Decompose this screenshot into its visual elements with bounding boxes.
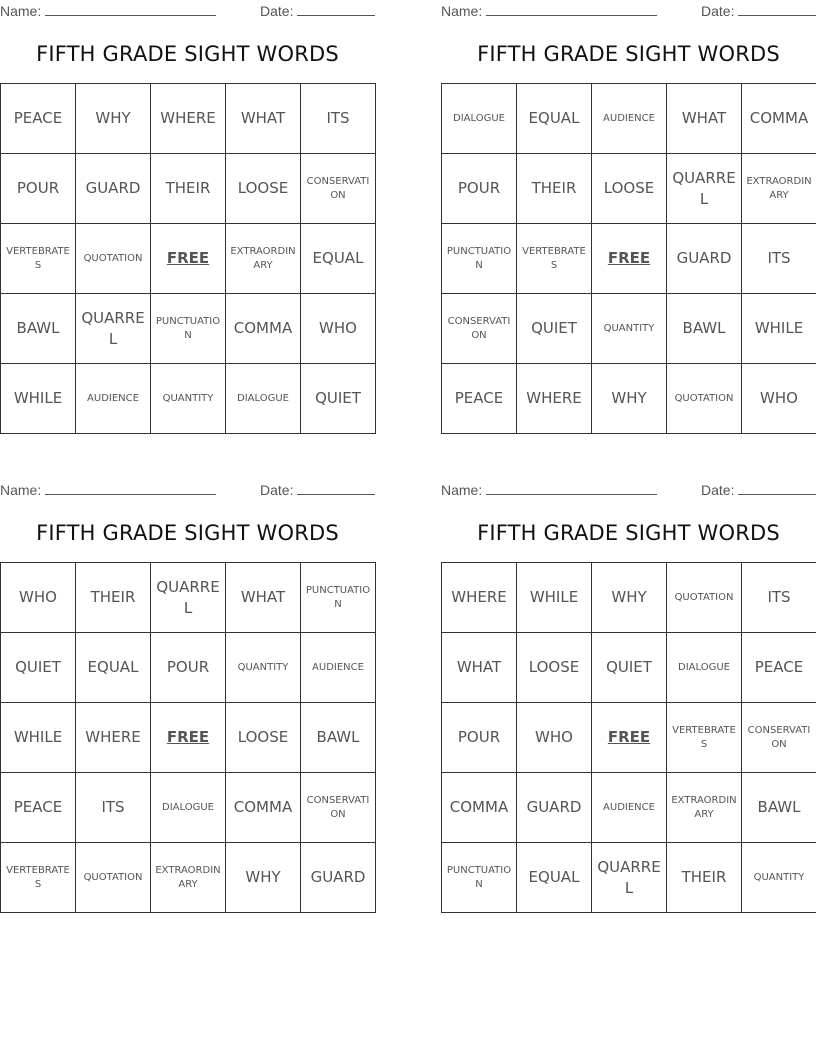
word-cell: ITS bbox=[742, 563, 816, 633]
bingo-card bbox=[441, 0, 816, 435]
grid-row bbox=[442, 843, 816, 913]
word-cell: LOOSE bbox=[226, 703, 301, 773]
word-cell: THEIR bbox=[76, 563, 151, 633]
word-cell: WHY bbox=[76, 84, 151, 154]
word-cell: EXTRAORDINARY bbox=[151, 843, 226, 913]
name-field bbox=[0, 2, 216, 19]
word-cell: BAWL bbox=[301, 703, 376, 773]
bingo-card bbox=[0, 0, 375, 435]
grid-row bbox=[442, 224, 816, 294]
word-cell: GUARD bbox=[76, 154, 151, 224]
bingo-grid bbox=[0, 83, 376, 434]
word-cell: COMMA bbox=[226, 294, 301, 364]
word-cell: PEACE bbox=[742, 633, 816, 703]
word-cell: WHILE bbox=[517, 563, 592, 633]
name-label: Name: bbox=[0, 3, 42, 19]
date-field bbox=[260, 2, 375, 19]
word-cell: VERTEBRATES bbox=[517, 224, 592, 294]
word-cell: BAWL bbox=[667, 294, 742, 364]
word-cell: PUNCTUATION bbox=[442, 843, 517, 913]
date-field bbox=[260, 481, 375, 498]
date-blank-line bbox=[297, 2, 375, 16]
card-header bbox=[441, 2, 816, 20]
word-cell: WHILE bbox=[742, 294, 816, 364]
card-header bbox=[441, 481, 816, 499]
name-label: Name: bbox=[441, 3, 483, 19]
word-cell: COMMA bbox=[742, 84, 816, 154]
bingo-card bbox=[0, 479, 375, 914]
word-cell: WHY bbox=[592, 563, 667, 633]
grid-row bbox=[1, 773, 376, 843]
card-header bbox=[0, 2, 375, 20]
word-cell: PUNCTUATION bbox=[301, 563, 376, 633]
name-blank-line bbox=[486, 481, 657, 495]
grid-row bbox=[1, 294, 376, 364]
word-cell: QUIET bbox=[1, 633, 76, 703]
word-cell: EQUAL bbox=[301, 224, 376, 294]
date-blank-line bbox=[738, 481, 816, 495]
word-cell: EXTRAORDINARY bbox=[226, 224, 301, 294]
word-cell: WHILE bbox=[1, 703, 76, 773]
grid-row bbox=[1, 154, 376, 224]
word-cell: POUR bbox=[151, 633, 226, 703]
word-cell: CONSERVATION bbox=[742, 703, 816, 773]
name-field bbox=[441, 481, 657, 498]
date-label: Date: bbox=[260, 3, 294, 19]
word-cell: THEIR bbox=[667, 843, 742, 913]
grid-row bbox=[442, 703, 816, 773]
word-cell: QUOTATION bbox=[76, 224, 151, 294]
word-cell: WHO bbox=[742, 364, 816, 434]
word-cell: LOOSE bbox=[517, 633, 592, 703]
word-cell: QUARREL bbox=[667, 154, 742, 224]
word-cell: POUR bbox=[442, 703, 517, 773]
word-cell: ITS bbox=[301, 84, 376, 154]
word-cell: PUNCTUATION bbox=[442, 224, 517, 294]
grid-row bbox=[442, 294, 816, 364]
word-cell: QUIET bbox=[592, 633, 667, 703]
date-label: Date: bbox=[701, 482, 735, 498]
grid-row bbox=[442, 563, 816, 633]
name-field bbox=[441, 2, 657, 19]
word-cell: AUDIENCE bbox=[592, 84, 667, 154]
word-cell: POUR bbox=[442, 154, 517, 224]
word-cell: QUANTITY bbox=[592, 294, 667, 364]
name-blank-line bbox=[486, 2, 657, 16]
word-cell: WHAT bbox=[442, 633, 517, 703]
word-cell: PUNCTUATION bbox=[151, 294, 226, 364]
date-field bbox=[701, 481, 816, 498]
name-label: Name: bbox=[0, 482, 42, 498]
word-cell: QUANTITY bbox=[226, 633, 301, 703]
grid-row bbox=[442, 633, 816, 703]
word-cell: BAWL bbox=[742, 773, 816, 843]
date-field bbox=[701, 2, 816, 19]
word-cell: ITS bbox=[76, 773, 151, 843]
word-cell: QUARREL bbox=[592, 843, 667, 913]
word-cell: POUR bbox=[1, 154, 76, 224]
word-cell: QUOTATION bbox=[76, 843, 151, 913]
free-space-cell: FREE bbox=[151, 703, 226, 773]
bingo-card bbox=[441, 479, 816, 914]
word-cell: WHO bbox=[1, 563, 76, 633]
card-title: FIFTH GRADE SIGHT WORDS bbox=[477, 521, 780, 545]
word-cell: WHAT bbox=[226, 84, 301, 154]
word-cell: VERTEBRATES bbox=[1, 843, 76, 913]
word-cell: WHERE bbox=[151, 84, 226, 154]
word-cell: WHILE bbox=[1, 364, 76, 434]
grid-row bbox=[1, 224, 376, 294]
card-title: FIFTH GRADE SIGHT WORDS bbox=[477, 42, 780, 66]
grid-row bbox=[1, 563, 376, 633]
word-cell: VERTEBRATES bbox=[667, 703, 742, 773]
name-label: Name: bbox=[441, 482, 483, 498]
word-cell: QUARREL bbox=[76, 294, 151, 364]
word-cell: WHO bbox=[301, 294, 376, 364]
word-cell: QUARREL bbox=[151, 563, 226, 633]
word-cell: PEACE bbox=[442, 364, 517, 434]
date-label: Date: bbox=[701, 3, 735, 19]
word-cell: QUOTATION bbox=[667, 563, 742, 633]
word-cell: QUANTITY bbox=[742, 843, 816, 913]
date-label: Date: bbox=[260, 482, 294, 498]
word-cell: DIALOGUE bbox=[667, 633, 742, 703]
word-cell: BAWL bbox=[1, 294, 76, 364]
grid-row bbox=[442, 364, 816, 434]
grid-row bbox=[1, 84, 376, 154]
word-cell: CONSERVATION bbox=[301, 773, 376, 843]
word-cell: COMMA bbox=[442, 773, 517, 843]
word-cell: WHERE bbox=[442, 563, 517, 633]
grid-row bbox=[1, 364, 376, 434]
name-blank-line bbox=[45, 481, 216, 495]
free-space-cell: FREE bbox=[592, 703, 667, 773]
word-cell: THEIR bbox=[517, 154, 592, 224]
word-cell: AUDIENCE bbox=[592, 773, 667, 843]
word-cell: WHAT bbox=[667, 84, 742, 154]
word-cell: QUANTITY bbox=[151, 364, 226, 434]
card-title: FIFTH GRADE SIGHT WORDS bbox=[36, 42, 339, 66]
word-cell: LOOSE bbox=[226, 154, 301, 224]
bingo-grid bbox=[0, 562, 376, 913]
word-cell: DIALOGUE bbox=[226, 364, 301, 434]
word-cell: WHY bbox=[592, 364, 667, 434]
word-cell: DIALOGUE bbox=[151, 773, 226, 843]
word-cell: CONSERVATION bbox=[301, 154, 376, 224]
word-cell: PEACE bbox=[1, 773, 76, 843]
word-cell: LOOSE bbox=[592, 154, 667, 224]
date-blank-line bbox=[297, 481, 375, 495]
word-cell: DIALOGUE bbox=[442, 84, 517, 154]
grid-row bbox=[442, 154, 816, 224]
word-cell: AUDIENCE bbox=[301, 633, 376, 703]
bingo-grid bbox=[441, 562, 816, 913]
word-cell: EQUAL bbox=[76, 633, 151, 703]
word-cell: WHO bbox=[517, 703, 592, 773]
word-cell: EQUAL bbox=[517, 84, 592, 154]
bingo-grid bbox=[441, 83, 816, 434]
word-cell: WHY bbox=[226, 843, 301, 913]
word-cell: EQUAL bbox=[517, 843, 592, 913]
free-space-cell: FREE bbox=[151, 224, 226, 294]
word-cell: WHAT bbox=[226, 563, 301, 633]
grid-row bbox=[442, 84, 816, 154]
free-space-cell: FREE bbox=[592, 224, 667, 294]
word-cell: AUDIENCE bbox=[76, 364, 151, 434]
card-title: FIFTH GRADE SIGHT WORDS bbox=[36, 521, 339, 545]
word-cell: GUARD bbox=[301, 843, 376, 913]
word-cell: QUIET bbox=[517, 294, 592, 364]
word-cell: EXTRAORDINARY bbox=[667, 773, 742, 843]
word-cell: WHERE bbox=[517, 364, 592, 434]
card-header bbox=[0, 481, 375, 499]
word-cell: ITS bbox=[742, 224, 816, 294]
word-cell: EXTRAORDINARY bbox=[742, 154, 816, 224]
name-blank-line bbox=[45, 2, 216, 16]
word-cell: GUARD bbox=[667, 224, 742, 294]
word-cell: GUARD bbox=[517, 773, 592, 843]
word-cell: COMMA bbox=[226, 773, 301, 843]
word-cell: QUOTATION bbox=[667, 364, 742, 434]
word-cell: THEIR bbox=[151, 154, 226, 224]
word-cell: WHERE bbox=[76, 703, 151, 773]
grid-row bbox=[1, 843, 376, 913]
grid-row bbox=[1, 633, 376, 703]
date-blank-line bbox=[738, 2, 816, 16]
word-cell: PEACE bbox=[1, 84, 76, 154]
word-cell: VERTEBRATES bbox=[1, 224, 76, 294]
grid-row bbox=[1, 703, 376, 773]
word-cell: CONSERVATION bbox=[442, 294, 517, 364]
name-field bbox=[0, 481, 216, 498]
word-cell: QUIET bbox=[301, 364, 376, 434]
grid-row bbox=[442, 773, 816, 843]
